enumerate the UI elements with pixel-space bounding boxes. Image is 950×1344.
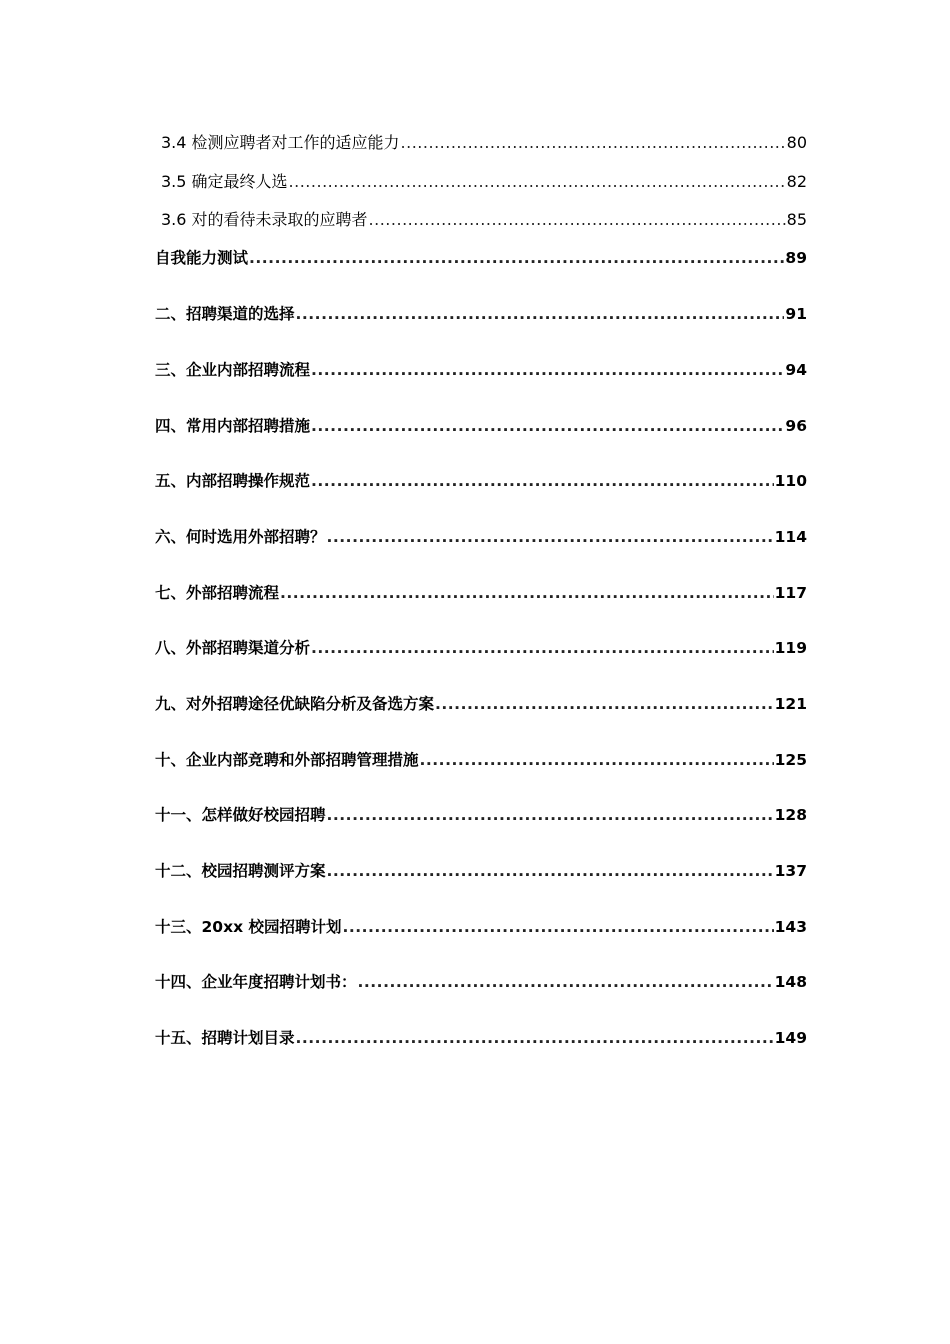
- toc-entry-title: 自我能力测试: [155, 249, 249, 267]
- toc-page-number: 91: [785, 305, 807, 323]
- toc-page-number: 148: [774, 973, 807, 991]
- toc-entry[interactable]: [155, 748, 807, 770]
- toc-page-number: 121: [774, 695, 807, 713]
- toc-entry[interactable]: [155, 358, 807, 380]
- toc-entry[interactable]: [161, 130, 807, 153]
- toc-entry-title: 六、何时选用外部招聘？: [155, 528, 326, 546]
- toc-dot-leader: [311, 361, 784, 379]
- toc-dot-leader: [342, 918, 773, 936]
- toc-page-number: 128: [774, 806, 807, 824]
- toc-dot-leader: [311, 417, 784, 435]
- toc-entry-title: 十二、校园招聘测评方案: [155, 862, 326, 880]
- toc-dot-leader: [296, 305, 785, 323]
- toc-entry-title: 3.5 确定最终人选: [161, 172, 288, 191]
- toc-dot-leader: [369, 210, 786, 229]
- toc-entry-title: 二、招聘渠道的选择: [155, 305, 295, 323]
- toc-entry-title: 十、企业内部竞聘和外部招聘管理措施: [155, 751, 419, 769]
- toc-page-number: 80: [786, 133, 807, 152]
- toc-page-number: 96: [785, 417, 807, 435]
- toc-entry[interactable]: [155, 414, 807, 436]
- toc-entry[interactable]: [155, 525, 807, 547]
- toc-dot-leader: [435, 695, 774, 713]
- toc-page-number: 82: [786, 172, 807, 191]
- toc-entry[interactable]: [155, 302, 807, 324]
- toc-dot-leader: [420, 751, 774, 769]
- toc-entry[interactable]: [155, 636, 807, 658]
- toc-page-number: 89: [785, 249, 807, 267]
- toc-page-number: 85: [786, 210, 807, 229]
- toc-entry-title: 3.6 对的看待未录取的应聘者: [161, 210, 368, 229]
- toc-page-number: 143: [774, 918, 807, 936]
- toc-page-number: 94: [785, 361, 807, 379]
- toc-dot-leader: [311, 472, 774, 490]
- toc-entry-title: 3.4 检测应聘者对工作的适应能力: [161, 133, 400, 152]
- toc-entry-title: 三、企业内部招聘流程: [155, 361, 311, 379]
- toc-dot-leader: [327, 528, 774, 546]
- toc-dot-leader: [289, 172, 786, 191]
- toc-entry-title: 五、内部招聘操作规范: [155, 472, 311, 490]
- toc-entry[interactable]: [161, 207, 807, 230]
- toc-entry[interactable]: [155, 803, 807, 825]
- toc-entry-title: 九、对外招聘途径优缺陷分析及备选方案: [155, 695, 435, 713]
- toc-entry-title: 十三、20xx 校园招聘计划: [155, 918, 342, 936]
- toc-dot-leader: [401, 133, 786, 152]
- toc-entry[interactable]: [155, 692, 807, 714]
- toc-page-number: 117: [774, 584, 807, 602]
- toc-page-number: 119: [774, 639, 807, 657]
- toc-entry-title: 七、外部招聘流程: [155, 584, 280, 602]
- toc-entry[interactable]: [155, 1026, 807, 1048]
- toc-dot-leader: [327, 806, 774, 824]
- toc-dot-leader: [327, 862, 774, 880]
- toc-dot-leader: [358, 973, 774, 991]
- toc-dot-leader: [296, 1029, 774, 1047]
- toc-page-number: 110: [774, 472, 807, 490]
- toc-entry[interactable]: [155, 246, 807, 268]
- toc-page-number: 149: [774, 1029, 807, 1047]
- toc-dot-leader: [280, 584, 774, 602]
- toc-entry[interactable]: [155, 859, 807, 881]
- toc-entry[interactable]: [155, 581, 807, 603]
- toc-dot-leader: [249, 249, 784, 267]
- toc-entry[interactable]: [155, 469, 807, 491]
- toc-dot-leader: [311, 639, 774, 657]
- toc-entry[interactable]: [155, 970, 807, 992]
- toc-page-number: 114: [774, 528, 807, 546]
- toc-entry[interactable]: [161, 169, 807, 192]
- toc-page-number: 137: [774, 862, 807, 880]
- toc-entry-title: 十一、怎样做好校园招聘: [155, 806, 326, 824]
- toc-entry[interactable]: [155, 915, 807, 937]
- toc-entry-title: 四、常用内部招聘措施: [155, 417, 311, 435]
- toc-entry-title: 十四、企业年度招聘计划书：: [155, 973, 357, 991]
- toc-entry-title: 八、外部招聘渠道分析: [155, 639, 311, 657]
- toc-entry-title: 十五、招聘计划目录: [155, 1029, 295, 1047]
- toc-page-number: 125: [774, 751, 807, 769]
